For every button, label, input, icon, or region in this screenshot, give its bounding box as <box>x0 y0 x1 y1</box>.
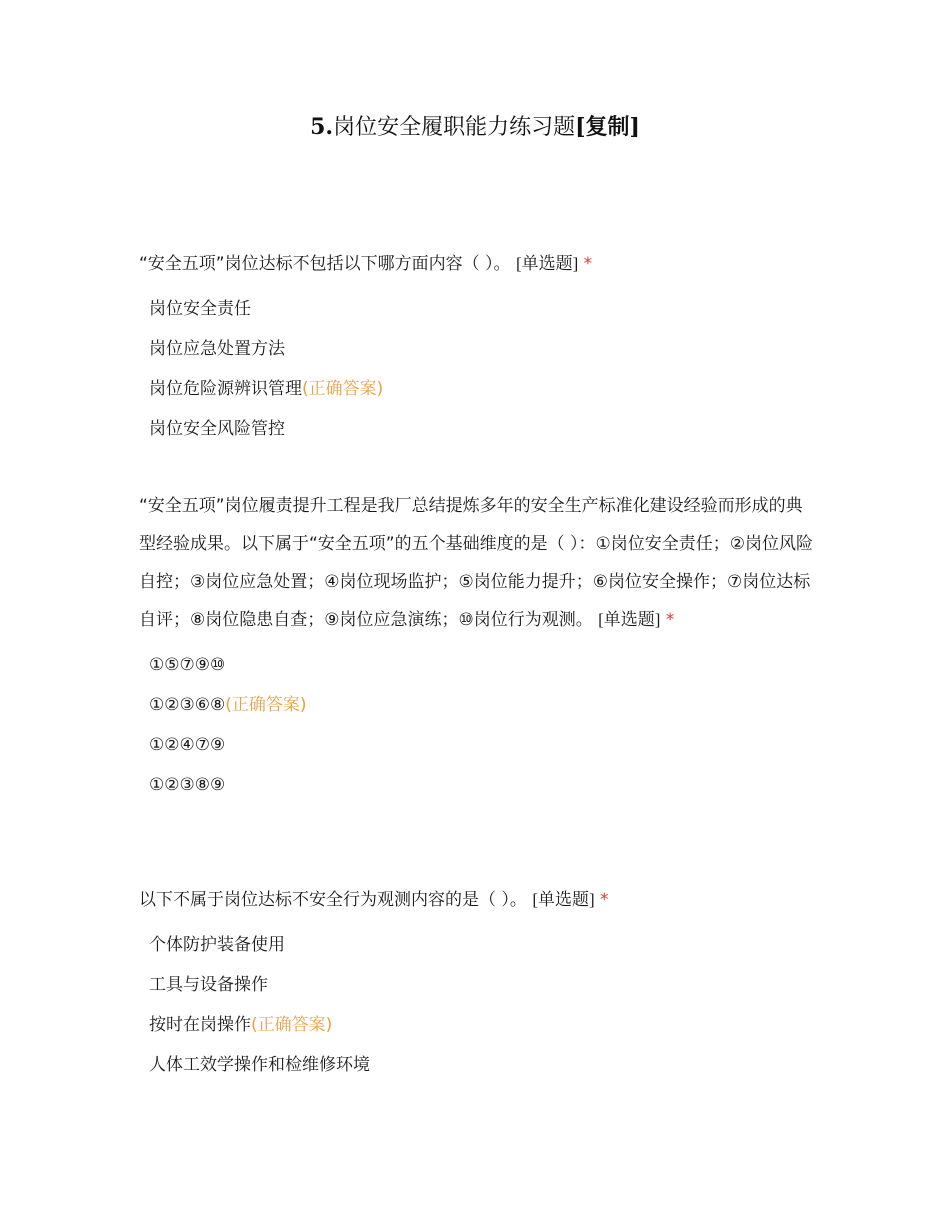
options-list <box>139 925 819 1085</box>
option-item[interactable] <box>139 765 819 805</box>
question-text <box>139 487 819 639</box>
question-stem: “安全五项”岗位履责提升工程是我厂总结提炼多年的安全生产标准化建设经验而形成的典型经验成果。以下属于“安全五项”的五个基础维度的是（ ）：①岗位安全责任；②岗位风险自控；③岗位应急处置；④岗位现场监护；⑤岗位能力提升；⑥岗位安全操作；⑦岗位达标自评；⑧岗位隐患自查；⑨岗位应急演练；⑩岗位行为观测。 <box>139 496 813 630</box>
title-suffix: [复制] <box>575 114 640 140</box>
option-label: 个体防护装备使用 <box>149 935 285 955</box>
option-item[interactable] <box>139 289 819 329</box>
option-label: 岗位安全责任 <box>149 299 251 319</box>
option-item[interactable] <box>139 965 819 1005</box>
page-title <box>0 112 950 143</box>
option-item[interactable] <box>139 725 819 765</box>
option-item[interactable] <box>139 1045 819 1085</box>
correct-answer-tag: (正确答案) <box>225 695 307 715</box>
question-3 <box>139 881 819 1085</box>
option-label: 岗位危险源辨识管理 <box>149 379 302 399</box>
option-label: 岗位安全风险管控 <box>149 419 285 439</box>
option-label: 岗位应急处置方法 <box>149 339 285 359</box>
option-item[interactable] <box>139 409 819 449</box>
title-text: 岗位安全履职能力练习题 <box>333 115 576 140</box>
question-type: [单选题] <box>598 610 661 629</box>
option-label: 人体工效学操作和检维修环境 <box>149 1055 370 1075</box>
options-list <box>139 645 819 805</box>
option-item[interactable] <box>139 645 819 685</box>
option-label: 工具与设备操作 <box>149 975 268 995</box>
correct-answer-tag: (正确答案) <box>251 1015 333 1035</box>
question-stem: 以下不属于岗位达标不安全行为观测内容的是（ ）。 <box>139 890 527 910</box>
question-1 <box>139 245 819 449</box>
option-label: 按时在岗操作 <box>149 1015 251 1035</box>
question-stem: “安全五项”岗位达标不包括以下哪方面内容（ ）。 <box>139 254 511 274</box>
question-type: [单选题] <box>532 890 595 909</box>
option-label: ①②③⑥⑧ <box>149 695 226 715</box>
options-list <box>139 289 819 449</box>
question-text <box>139 881 819 919</box>
option-item[interactable] <box>139 685 819 725</box>
required-mark: * <box>600 890 609 910</box>
option-item[interactable] <box>139 925 819 965</box>
question-2 <box>139 487 819 805</box>
option-item[interactable] <box>139 1005 819 1045</box>
question-type: [单选题] <box>515 254 579 273</box>
option-label: ①②④⑦⑨ <box>149 735 226 755</box>
option-label: ①⑤⑦⑨⑩ <box>149 655 226 675</box>
required-mark: * <box>583 254 593 274</box>
correct-answer-tag: (正确答案) <box>302 379 384 399</box>
title-number: 5. <box>310 114 334 140</box>
option-label: ①②③⑧⑨ <box>149 775 226 795</box>
option-item[interactable] <box>139 329 819 369</box>
required-mark: * <box>665 610 675 630</box>
question-text <box>139 245 819 283</box>
option-item[interactable] <box>139 369 819 409</box>
